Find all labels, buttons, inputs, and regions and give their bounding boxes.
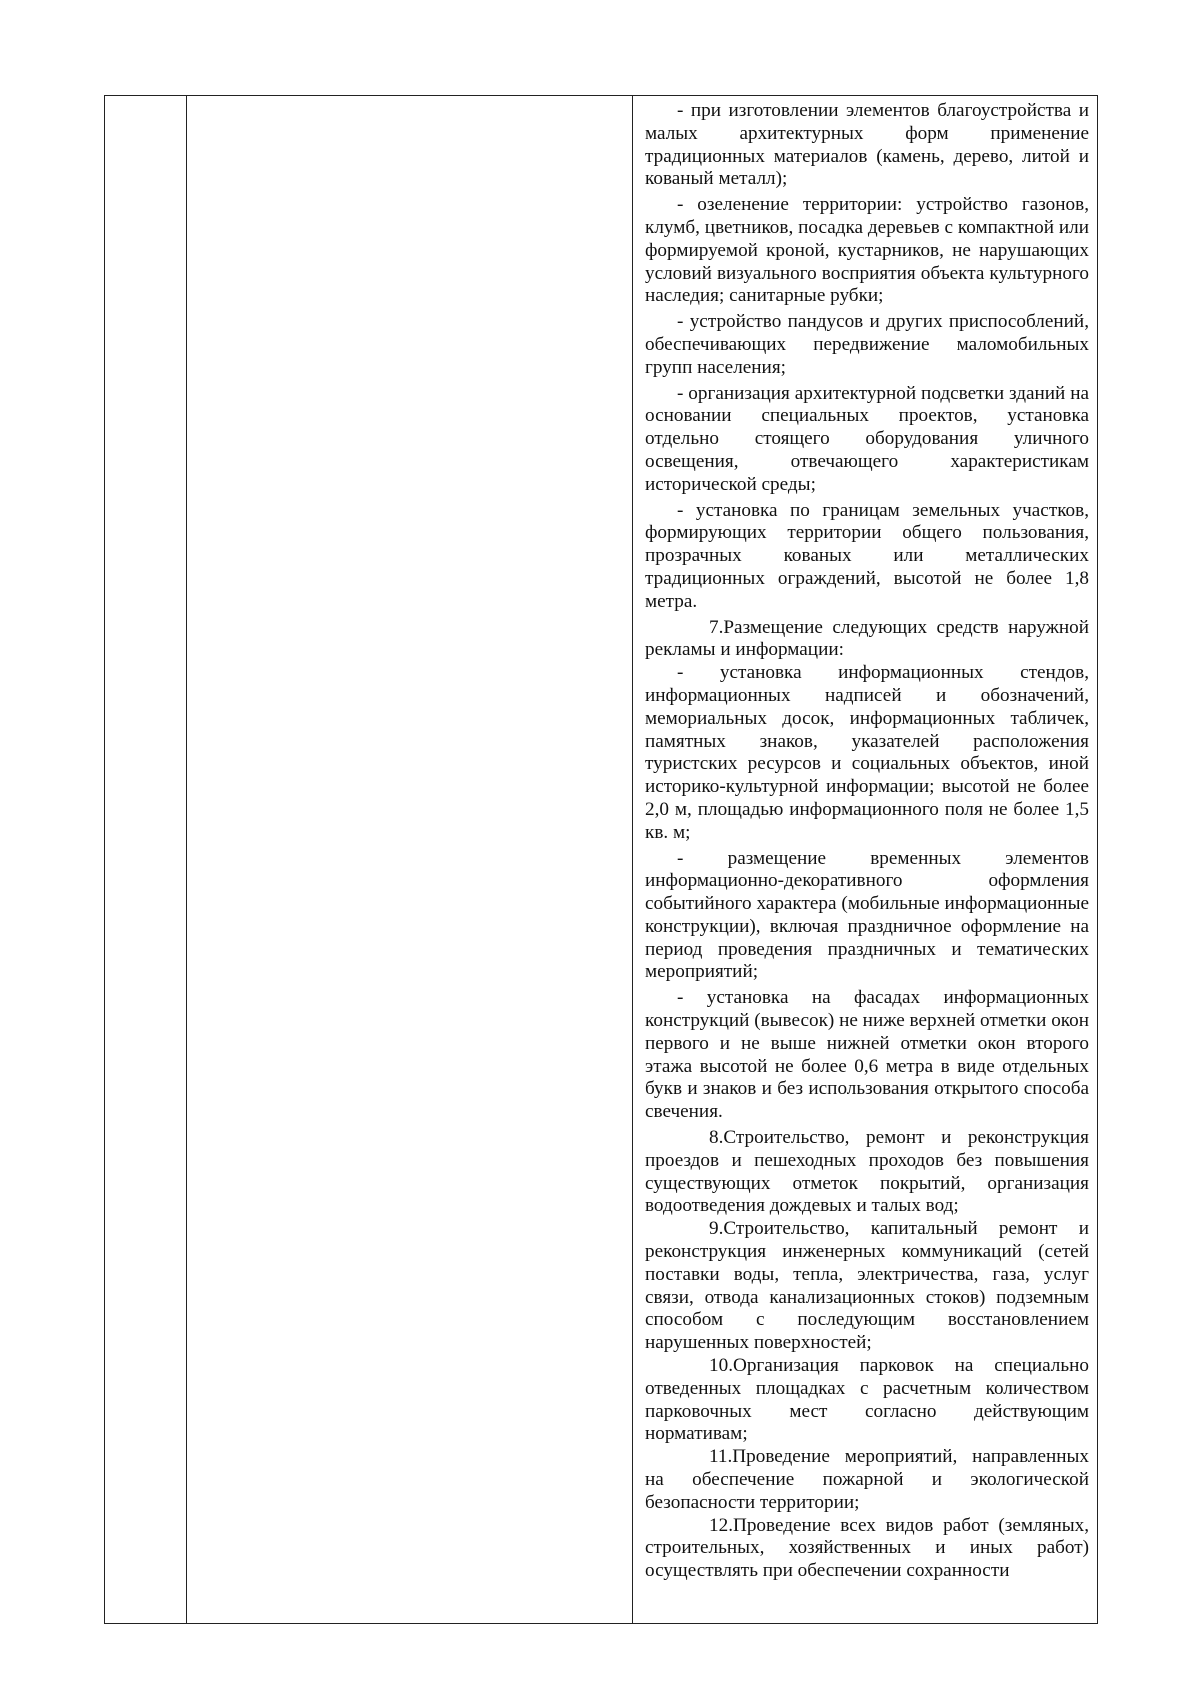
numbered-item <box>645 1218 1089 1355</box>
paragraph-text: Строительство, капитальный ремонт и реконструкция инженерных коммуникаций (сетей поставки воды, тепла, электричества, газа, услуг связи, отвода канализационных стоков) подземным способом с последующим восстановлением нарушенных поверхностей; <box>645 1218 1089 1354</box>
paragraph-text: - размещение временных элементов информационно-декоративного оформления событийного характера (мобильные информационные конструкции), включая праздничное оформление на период проведения праздничных и тематических мероприятий; <box>645 847 1089 983</box>
table-row <box>105 96 1098 1624</box>
list-item <box>645 662 1089 844</box>
numbered-item <box>645 1127 1089 1218</box>
list-item <box>645 383 1089 497</box>
paragraph-text: Проведение мероприятий, направленных на обеспечение пожарной и экологической безопасности территории; <box>645 1446 1089 1513</box>
requirements-cell <box>633 96 1098 1624</box>
paragraph-text: - установка на фасадах информационных конструкций (вывесок) не ниже верхней отметки окон первого и не выше нижней отметки окон второго этажа высотой не более 0,6 метра в виде отдельных букв и знаков и без использования открытого способа свечения. <box>645 987 1089 1123</box>
numbered-item <box>645 1446 1089 1514</box>
paragraph-text: - озеленение территории: устройство газонов, клумб, цветников, посадка деревьев с компактной или формируемой кроной, кустарников, не нарушающих условий визуального восприятия объекта культурного наследия; санитарные рубки; <box>645 194 1089 307</box>
paragraph-text: - при изготовлении элементов благоустройства и малых архитектурных форм применение традиционных материалов (камень, дерево, литой и кованый металл); <box>645 100 1089 190</box>
item-number: 12. <box>709 1514 733 1536</box>
list-item <box>645 100 1089 191</box>
regulations-table <box>104 95 1098 1624</box>
paragraph-text: - организация архитектурной подсветки зданий на основании специальных проектов, установка отдельно стоящего оборудования уличного освещения, отвечающего характеристикам исторической среды; <box>645 382 1089 495</box>
numbered-item <box>645 1355 1089 1446</box>
numbered-item <box>645 617 1089 663</box>
item-number: 10. <box>709 1355 733 1377</box>
numbered-item <box>645 1515 1089 1583</box>
item-number: 7. <box>709 616 724 638</box>
paragraph-text: - установка по границам земельных участков, формирующих территории общего пользования, прозрачных кованых или металлических традиционных ограждений, высотой не более 1,8 метра. <box>645 499 1089 612</box>
paragraph-text: - устройство пандусов и других приспособлений, обеспечивающих передвижение маломобильных групп населения; <box>645 311 1089 378</box>
name-cell <box>187 96 633 1624</box>
paragraph-text: - установка информационных стендов, информационных надписей и обозначений, мемориальных досок, информационных табличек, памятных знаков, указателей расположения туристских ресурсов и социальных объектов, иной историко-культурной информации; высотой не более 2,0 м, площадью информационного поля не более 1,5 кв. м; <box>645 662 1089 843</box>
list-item <box>645 194 1089 308</box>
item-number: 8. <box>709 1127 724 1149</box>
item-number: 9. <box>709 1218 724 1240</box>
paragraph-text: Строительство, ремонт и реконструкция проездов и пешеходных проходов без повышения существующих отметок покрытий, организация водоотведения дождевых и талых вод; <box>645 1127 1089 1217</box>
list-item <box>645 987 1089 1124</box>
item-number: 11. <box>709 1446 733 1468</box>
list-item <box>645 311 1089 379</box>
list-item <box>645 848 1089 985</box>
paragraph-text: Проведение всех видов работ (земляных, строительных, хозяйственных и иных работ) осуществлять при обеспечении сохранности <box>645 1514 1089 1582</box>
paragraph-text: Размещение следующих средств наружной рекламы и информации: <box>645 616 1089 661</box>
number-cell <box>105 96 187 1624</box>
list-item <box>645 500 1089 614</box>
requirements-text <box>633 96 1097 1583</box>
paragraph-text: Организация парковок на специально отведенных площадках с расчетным количеством парковочных мест согласно действующим нормативам; <box>645 1355 1089 1445</box>
